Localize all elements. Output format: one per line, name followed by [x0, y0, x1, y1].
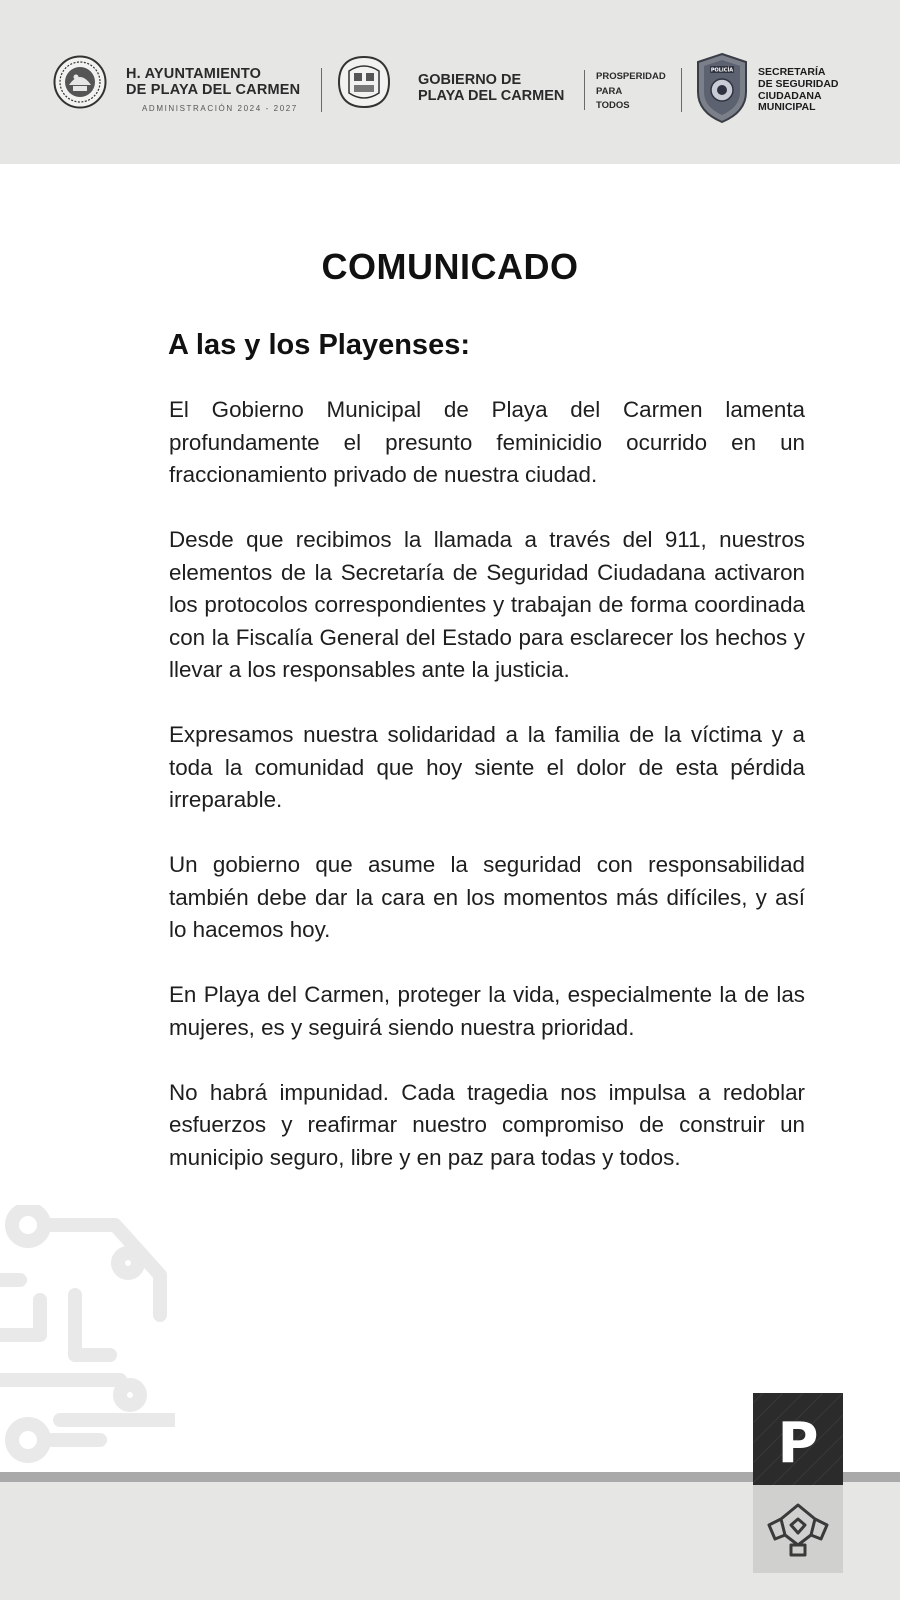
secretaria-line2: DE SEGURIDAD	[758, 77, 839, 90]
paragraph: Expresamos nuestra solidaridad a la familia de la víctima y a toda la comunidad que hoy siente el dolor de esta pérdida irreparable.	[169, 722, 805, 812]
header-divider	[681, 68, 682, 112]
paragraph: El Gobierno Municipal de Playa del Carmen lamenta profundamente el presunto feminicidio ocurrido en un fraccionamiento privado de nuestra ciudad.	[169, 397, 805, 487]
header-divider	[321, 68, 322, 112]
ayuntamiento-seal-icon	[53, 55, 107, 109]
police-badge-icon	[694, 52, 750, 124]
police-badge-text: POLICÍA	[710, 67, 734, 74]
gobierno-line1: GOBIERNO DE	[418, 72, 522, 88]
secretaria-line4: MUNICIPAL	[758, 101, 816, 114]
paragraph: En Playa del Carmen, proteger la vida, especialmente la de las mujeres, es y seguirá siendo nuestra prioridad.	[169, 982, 805, 1040]
brand-emblem	[753, 1393, 843, 1573]
greeting-heading: A las y los Playenses:	[168, 329, 470, 361]
secretaria-line1: SECRETARÍA	[758, 66, 826, 78]
ayuntamiento-line2: DE PLAYA DEL CARMEN	[126, 82, 301, 99]
administracion-label: ADMINISTRACIÓN 2024 - 2027	[142, 104, 298, 113]
gobierno-seal-icon	[337, 55, 391, 109]
lema-line1: PROSPERIDAD	[596, 71, 666, 82]
header-bar	[0, 0, 900, 164]
document-title: COMUNICADO	[321, 246, 579, 287]
paragraph: Desde que recibimos la llamada a través del 911, nuestros elementos de la Secretaría de Seguridad Ciudadana activaron los protocolos correspondientes y trabajan de forma coordinada con la Fiscalía General del Estado para esclarecer los hechos y llevar a los responsables ante la justicia.	[169, 527, 805, 682]
brand-letter: P	[777, 1411, 819, 1476]
header-divider	[584, 70, 585, 110]
lema-line2: PARA	[596, 85, 623, 97]
gobierno-line2: PLAYA DEL CARMEN	[418, 88, 565, 105]
paragraph: No habrá impunidad. Cada tragedia nos impulsa a redoblar esfuerzos y reafirmar nuestro compromiso de construir un municipio seguro, libre y en paz para todas y todos.	[169, 1079, 805, 1170]
document-body	[169, 394, 805, 1207]
paragraph: Un gobierno que asume la seguridad con responsabilidad también debe dar la cara en los momentos más difíciles, y así lo hacemos hoy.	[169, 852, 805, 942]
ayuntamiento-line1: H. AYUNTAMIENTO	[126, 66, 262, 82]
decorative-pattern-icon	[0, 1205, 175, 1465]
lema-line3: TODOS	[596, 100, 630, 112]
secretaria-line3: CIUDADANA	[758, 89, 822, 102]
